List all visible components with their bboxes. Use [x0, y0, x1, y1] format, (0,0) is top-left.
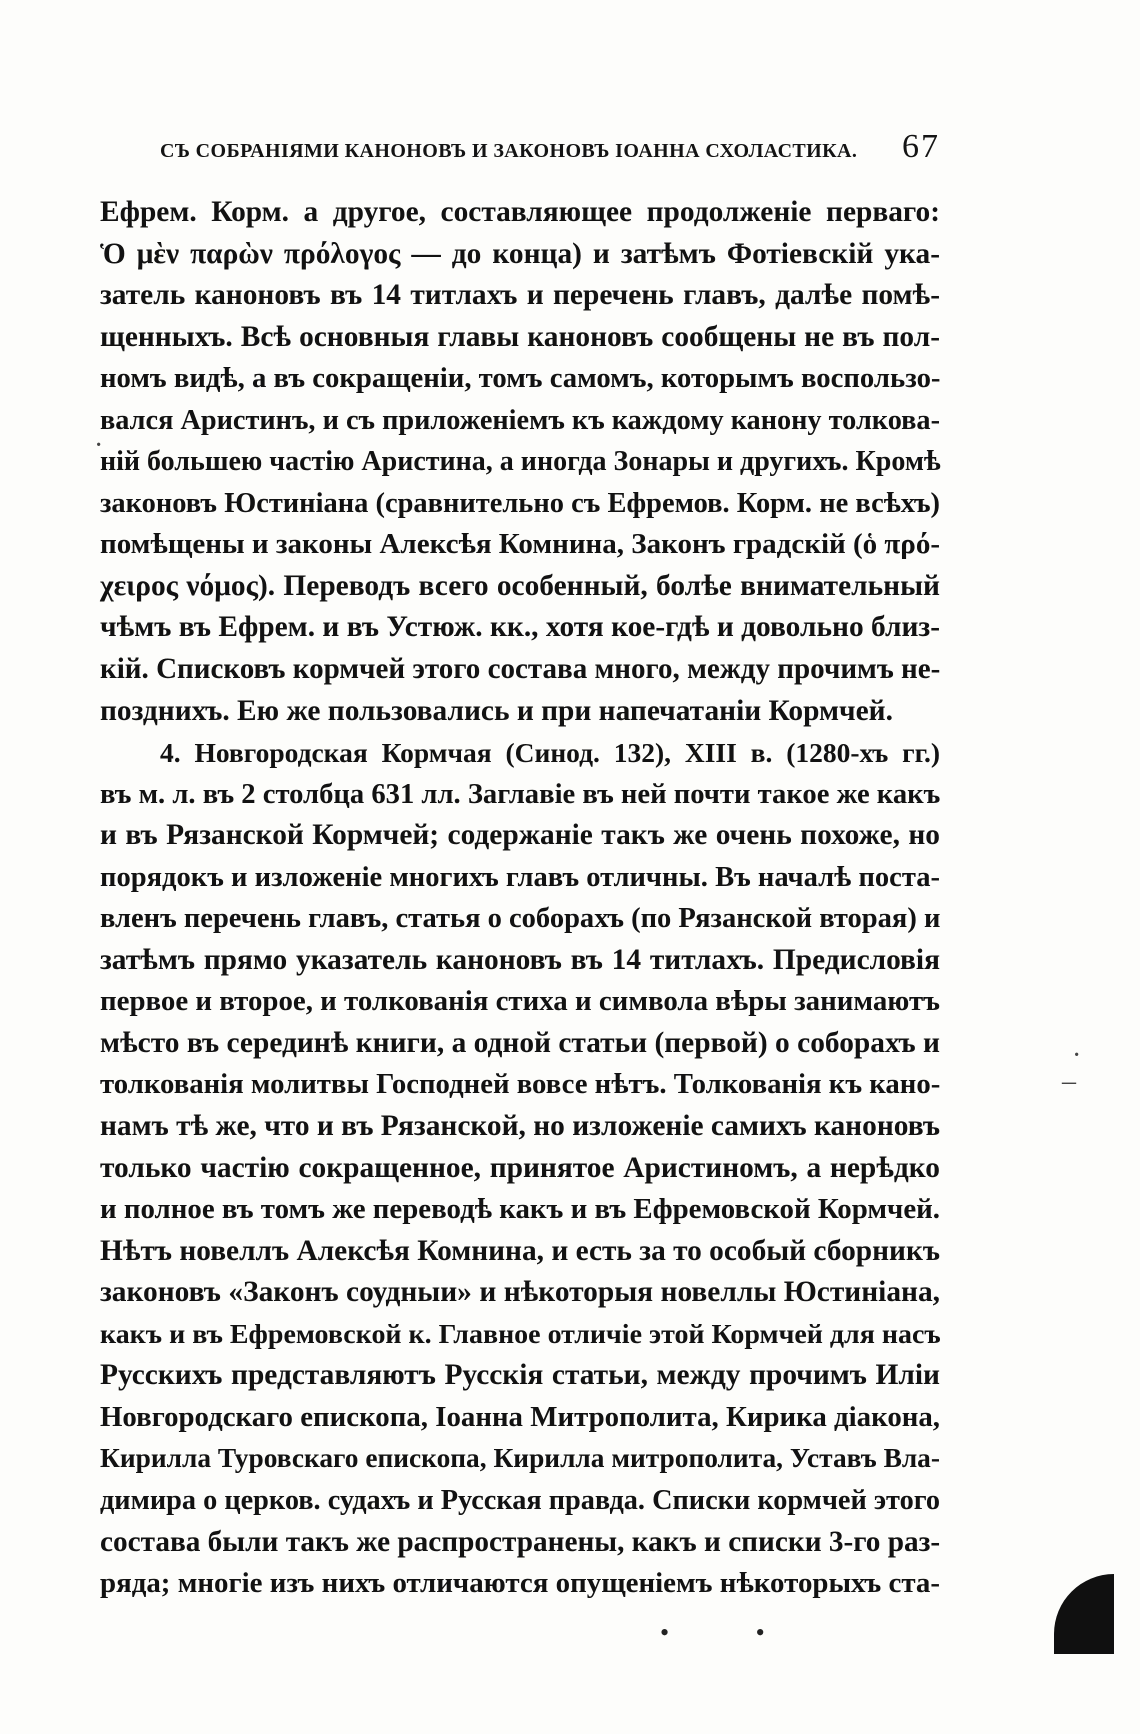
margin-dash-mark: – — [1062, 1066, 1076, 1097]
text-line: χειρος νόμος). Переводъ всего особенный, болѣе внимательный — [100, 569, 940, 602]
text-line: ряда; многіе изъ нихъ отличаются опущеніемъ нѣкоторыхъ ста- — [100, 1567, 940, 1600]
text-line: помѣщены и законы Алексѣя Комнина, Законъ градскій (ὁ πρό- — [100, 528, 940, 561]
print-specks: • • — [660, 1618, 765, 1647]
text-line: затель каноновъ въ 14 титлахъ и перечень главъ, далѣе помѣ- — [100, 279, 940, 312]
text-line: какъ и въ Ефремовской к. Главное отличіе этой Кормчей для насъ — [100, 1318, 941, 1350]
text-line: намъ тѣ же, что и въ Рязанской, но изложеніе самихъ каноновъ — [100, 1110, 940, 1143]
text-line: Нѣтъ новеллъ Алексѣя Комнина, и есть за то особый сборникъ — [100, 1234, 940, 1267]
text-line: позднихъ. Ею же пользовались и при напечатаніи Кормчей. — [100, 694, 893, 727]
margin-dot-mark: · — [1072, 1040, 1082, 1071]
text-line: только частію сокращенное, принятое Аристиномъ, а нерѣдко — [100, 1151, 940, 1184]
text-line: ній большею частію Аристина, а иногда Зонары и другихъ. Кромѣ — [100, 446, 941, 478]
text-line: Ὁ μὲν παρὼν πρόλογος — до конца) и затѣмъ Фотіевскій ука- — [100, 237, 940, 270]
text-line: 4. Новгородская Кормчая (Синод. 132), XIII в. (1280-хъ гг.) — [160, 737, 940, 769]
text-line: вленъ перечень главъ, статья о соборахъ (по Рязанской вторая) и — [100, 903, 941, 935]
text-line: вался Аристинъ, и съ приложеніемъ къ каждому канону толкова- — [100, 404, 940, 436]
text-line: законовъ «Законъ соудныи» и нѣкоторыя новеллы Юстиніана, — [100, 1276, 940, 1309]
text-line: и въ Рязанской Кормчей; содержаніе такъ же очень похоже, но — [100, 819, 940, 852]
text-line: мѣсто въ серединѣ книги, а одной статьи (первой) о соборахъ и — [100, 1026, 940, 1059]
text-line: Русскихъ представляютъ Русскія статьи, между прочимъ Иліи — [100, 1359, 940, 1392]
text-line: затѣмъ прямо указатель каноновъ въ 14 титлахъ. Предисловія — [100, 943, 940, 976]
text-line: Новгородскаго епископа, Іоанна Митрополита, Кирика діакона, — [100, 1400, 940, 1433]
running-head: СЪ СОБРАНІЯМИ КАНОНОВЪ И ЗАКОНОВЪ ІОАННА СХОЛАСТИКА. — [160, 140, 858, 162]
page-number: 67 — [902, 128, 940, 165]
text-line: димира о церков. судахъ и Русская правда. Списки кормчей этого — [100, 1484, 940, 1516]
text-line: толкованія молитвы Господней вовсе нѣтъ. Толкованія къ кано- — [100, 1068, 941, 1101]
margin-dot-mark: · — [94, 430, 104, 461]
text-line: состава были такъ же распространены, какъ и списки 3-го раз- — [100, 1525, 941, 1558]
text-line: чѣмъ въ Ефрем. и въ Устюж. кк., хотя кое-гдѣ и довольно близ- — [100, 611, 940, 644]
text-line: номъ видѣ, а въ сокращеніи, томъ самомъ, которымъ воспользо- — [100, 362, 941, 395]
scan-edge-blot — [1054, 1574, 1114, 1654]
text-line: щенныхъ. Всѣ основныя главы каноновъ сообщены не въ пол- — [100, 320, 940, 353]
text-line: въ м. л. въ 2 столбца 631 лл. Заглавіе въ ней почти такое же какъ — [100, 777, 941, 810]
body-text — [100, 192, 940, 1605]
text-line: кій. Списковъ кормчей этого состава много, между прочимъ не- — [100, 653, 941, 686]
page-header — [160, 128, 940, 172]
text-line: законовъ Юстиніана (сравнительно съ Ефремов. Корм. не всѣхъ) — [100, 487, 940, 519]
text-line: порядокъ и изложеніе многихъ главъ отличны. Въ началѣ поста- — [100, 861, 940, 893]
text-line: Ефрем. Корм. а другое, составляющее продолженіе перваго: — [100, 196, 940, 228]
text-line: и полное въ томъ же переводѣ какъ и въ Ефремовской Кормчей. — [100, 1193, 940, 1226]
text-line: Кирилла Туровскаго епископа, Кирилла митрополита, Уставъ Вла- — [100, 1443, 940, 1474]
text-line: первое и второе, и толкованія стиха и символа вѣры занимаютъ — [100, 985, 940, 1018]
